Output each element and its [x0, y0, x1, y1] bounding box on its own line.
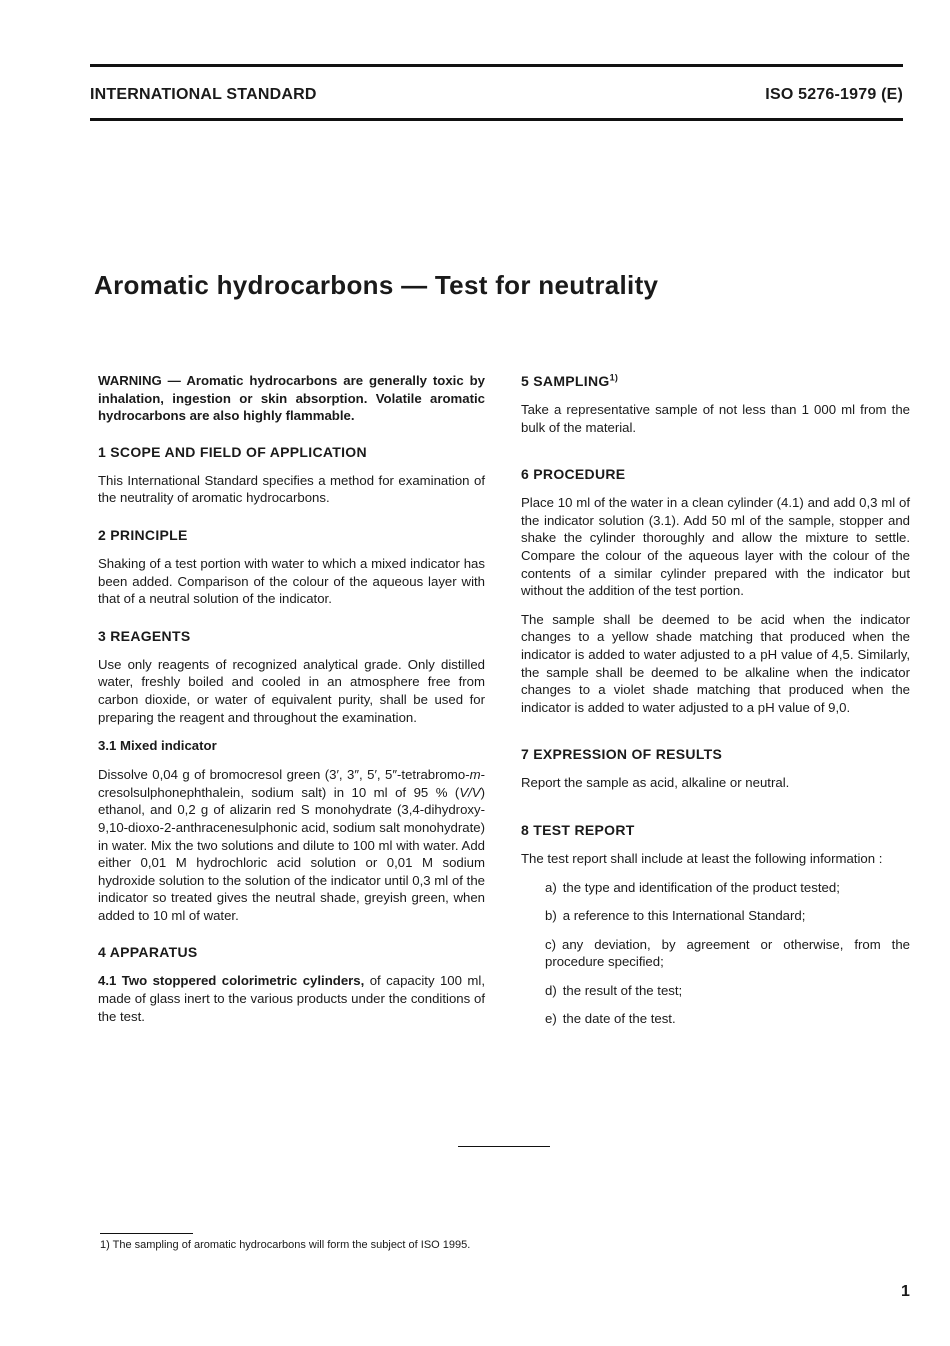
header-bottom-rule — [90, 118, 903, 121]
list-item: e) the date of the test. — [545, 1011, 676, 1027]
header-document-id: ISO 5276-1979 (E) — [765, 86, 903, 103]
section-8-intro: The test report shall include at least the following information : — [521, 850, 883, 866]
section-7-text: Report the sample as acid, alkaline or neutral. — [521, 775, 790, 791]
page-title: Aromatic hydrocarbons — Test for neutrality — [94, 270, 659, 300]
section-6-heading: 6 PROCEDURE — [521, 466, 626, 483]
warning-text: Aromatic hydrocarbons are generally toxic by inhalation, ingestion or skin absorption. Volatile aromatic hydrocarbons are also highly flammable. — [98, 373, 485, 424]
section-2-text: Shaking of a test portion with water to which a mixed indicator has been added. Comparison of the colour of the aqueous layer with that of a neutral solution of the indicator. — [98, 555, 485, 607]
section-2-heading: 2 PRINCIPLE — [98, 526, 188, 543]
list-item: b) a reference to this International Standard; — [545, 908, 806, 924]
section-3-1-heading: 3.1 Mixed indicator — [98, 738, 217, 754]
footnote-separator — [100, 1233, 193, 1234]
section-3-1-text — [98, 766, 485, 924]
end-of-text-rule — [458, 1146, 550, 1147]
list-item: c) any deviation, by agreement or otherwise, from the procedure specified; — [545, 936, 910, 970]
indicator-text-part-2: -cresolsulphonephthalein, sodium salt) in 10 ml of 95 % ( — [98, 767, 485, 800]
section-6-text-2: The sample shall be deemed to be acid when the indicator changes to a yellow shade matching that produced when the indicator is added to water adjusted to a pH value of 4,5. Similarly, the sample shall be deemed to be alkaline when the indicator changes to a violet shade matching that produced when the indicator is added to water adjusted to a pH value of 9,0. — [521, 611, 910, 715]
left-column — [98, 372, 485, 1025]
section-7-heading: 7 EXPRESSION OF RESULTS — [521, 746, 723, 763]
section-1-text: This International Standard specifies a method for examination of the neutrality of aromatic hydrocarbons. — [98, 472, 485, 506]
section-4-heading: 4 APPARATUS — [98, 944, 198, 961]
report-items-list — [521, 879, 910, 1029]
section-3-heading: 3 REAGENTS — [98, 627, 191, 644]
footnote-reference: 1) — [609, 372, 619, 383]
section-4-1-text — [98, 972, 485, 1025]
header-standard-label: INTERNATIONAL STANDARD — [90, 86, 317, 103]
indicator-text-part-3: ) ethanol, and 0,2 g of alizarin red S monohydrate (3,4-dihydroxy-9,10-dioxo-2-anthracenesulphonic acid, sodium salt monohydrate) in water. Mix the two solutions and dilute to 100 ml with water. Add either 0,01 M hydrochloric acid solution or 0,01 M sodium hydroxide solution to the solution of the indicator until 0,3 ml of the indicator so treated gives the neutral shade, greyish green, when added to 10 ml of water. — [98, 784, 485, 923]
warning-paragraph — [98, 372, 485, 425]
section-6-text-1: Place 10 ml of the water in a clean cylinder (4.1) and add 0,3 ml of the indicator solution (3.1). Add 50 ml of the sample, stopper and shake the cylinder thoroughly and allow the mixture to settle. Compare the colour of the aqueous layer with the colour of the contents of a similar cylinder prepared with the indicator but without the addition of the test portion. — [521, 495, 910, 599]
page-number: 1 — [901, 1283, 910, 1300]
right-column — [521, 372, 910, 1039]
section-5-heading — [521, 372, 910, 390]
list-item: d) the result of the test; — [545, 982, 683, 998]
warning-label: WARNING — — [98, 373, 181, 388]
section-5-heading-text: 5 SAMPLING — [521, 373, 610, 389]
section-8-heading: 8 TEST REPORT — [521, 821, 635, 838]
section-5-text: Take a representative sample of not less than 1 000 ml from the bulk of the material. — [521, 402, 910, 435]
header-top-rule — [90, 64, 903, 67]
list-item: a) the type and identification of the product tested; — [545, 879, 840, 895]
indicator-italic-ratio: V/V — [459, 784, 481, 800]
section-4-1-body: of capacity 100 ml, made of glass inert to the various products under the conditions of the test. — [98, 973, 485, 1024]
indicator-text-part-1: Dissolve 0,04 g of bromocresol green (3′, 3″, 5′, 5″-tetrabromo- — [98, 767, 470, 783]
indicator-italic-prefix: m — [469, 767, 481, 783]
section-3-text: Use only reagents of recognized analytical grade. Only distilled water, freshly boiled and cooled in an atmosphere free from carbon dioxide, or water of equivalent purity, shall be used for preparing the reagent and throughout the examination. — [98, 656, 485, 725]
section-4-1-label: 4.1 Two stoppered colorimetric cylinders, — [98, 973, 365, 989]
footnote: 1) The sampling of aromatic hydrocarbons will form the subject of ISO 1995. — [100, 1239, 471, 1251]
section-1-heading: 1 SCOPE AND FIELD OF APPLICATION — [98, 443, 367, 460]
